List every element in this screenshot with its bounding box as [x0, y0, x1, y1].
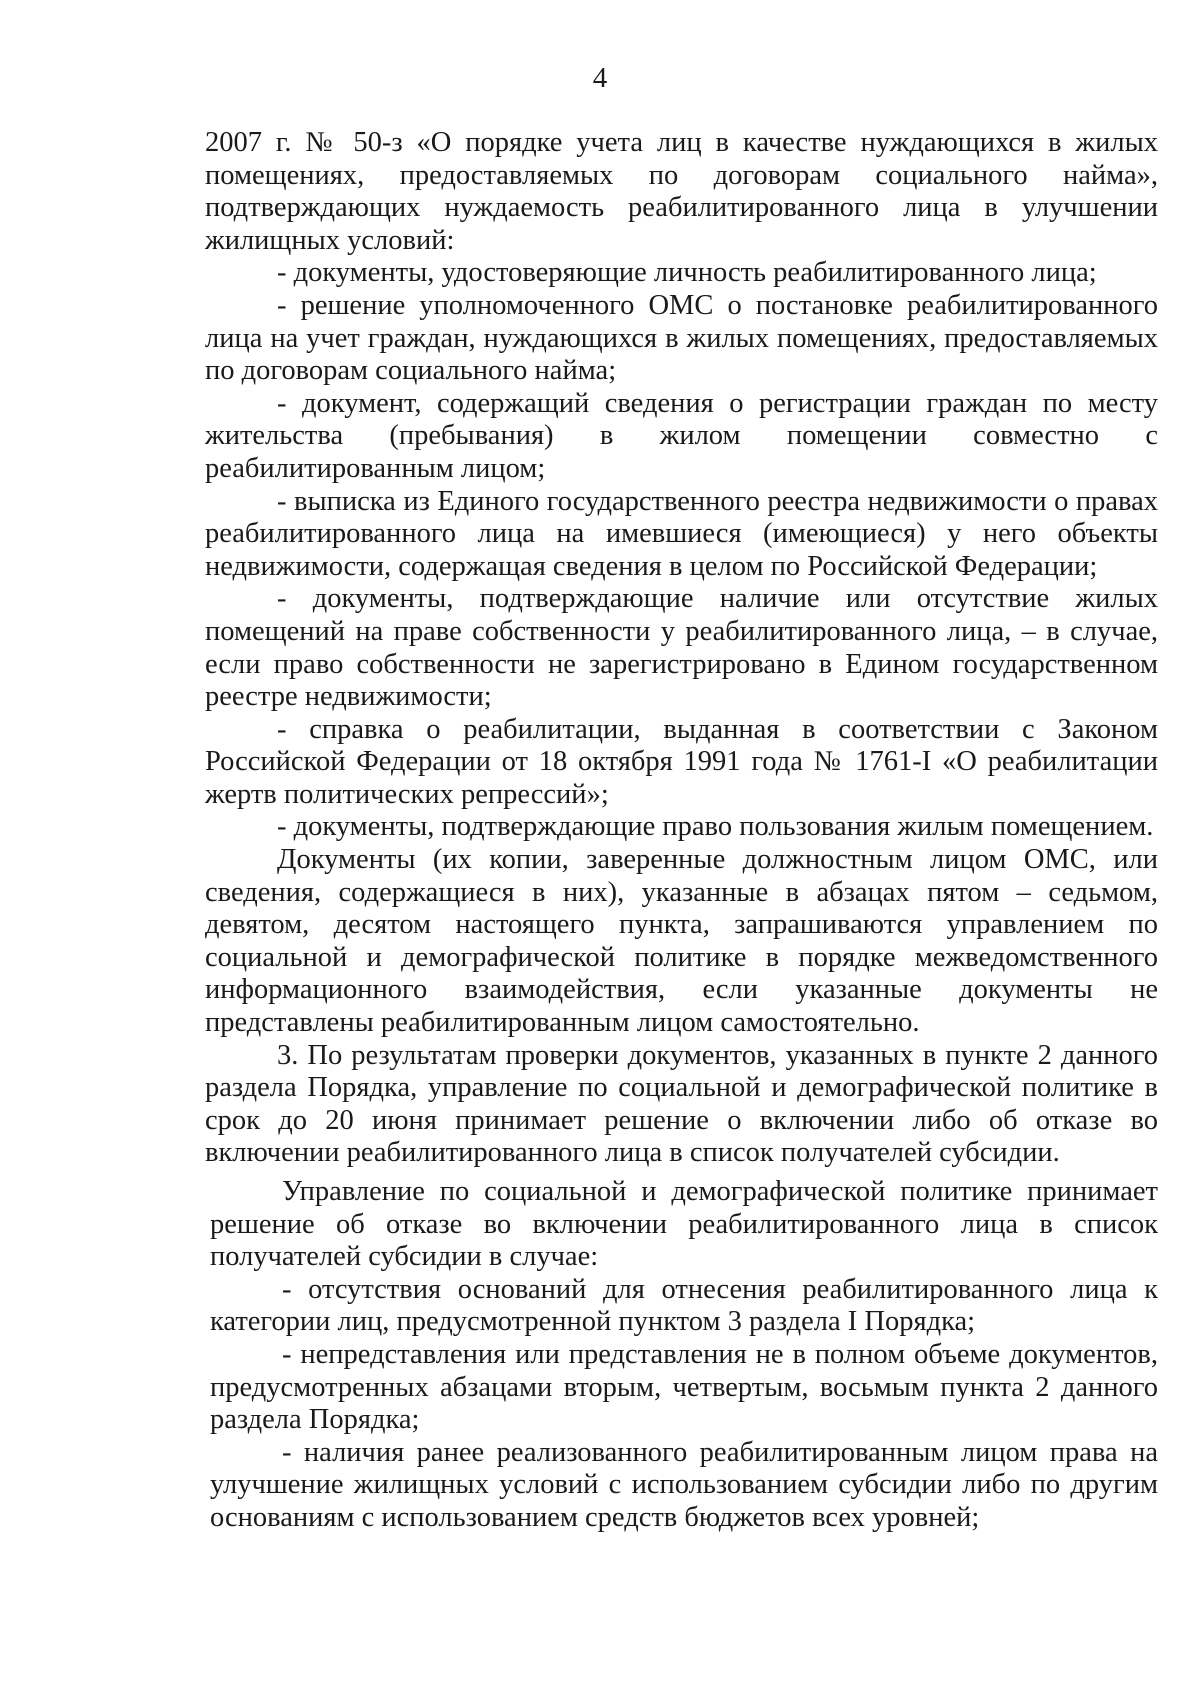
- paragraph-refusal-intro: Управление по социальной и демографической политике принимает решение об отказе во включении реабилитированного лица в список получателей субсидии в случае:: [210, 1176, 1158, 1273]
- list-item-registry-extract: - выписка из Единого государственного реестра недвижимости о правах реабилитированного лица на имевшиеся (имеющиеся) у него объекты недвижимости, содержащая сведения в целом по Российской Федерации;: [205, 485, 1158, 582]
- list-item-rehabilitation-certificate: - справка о реабилитации, выданная в соответствии с Законом Российской Федерации от 18 октября 1991 года № 1761-I «О реабилитации жертв политических репрессий»;: [205, 713, 1158, 810]
- list-item-oms-decision: - решение уполномоченного ОМС о постановке реабилитированного лица на учет граждан, нуждающихся в жилых помещениях, предоставляемых по договорам социального найма;: [205, 289, 1158, 387]
- list-item-refusal-no-grounds: - отсутствия оснований для отнесения реабилитированного лица к категории лиц, предусмотренной пунктом 3 раздела I Порядка;: [210, 1273, 1158, 1338]
- paragraph-interagency-request: Документы (их копии, заверенные должностным лицом ОМС, или сведения, содержащиеся в них), указанные в абзацах пятом – седьмом, девятом, десятом настоящего пункта, запрашиваются управлением по социальной и демографической политике в порядке межведомственного информационного взаимодействия, если указанные документы не представлены реабилитированным лицом самостоятельно.: [205, 844, 1158, 1039]
- list-item-refusal-previously-used: - наличия ранее реализованного реабилитированным лицом права на улучшение жилищных условий с использованием субсидии либо по другим основаниям с использованием средств бюджетов всех уровней;: [210, 1436, 1158, 1533]
- list-item-ownership-documents: - документы, подтверждающие наличие или отсутствие жилых помещений на праве собственности у реабилитированного лица, – в случае, если право собственности не зарегистрировано в Едином государственном реестре недвижимости;: [205, 583, 1158, 713]
- document-body: [205, 127, 1158, 1535]
- list-item-refusal-missing-documents: - непредставления или представления не в полном объеме документов, предусмотренных абзацами вторым, четвертым, восьмым пункта 2 данного раздела Порядка;: [210, 1338, 1158, 1436]
- paragraph-section-3: 3. По результатам проверки документов, указанных в пункте 2 данного раздела Порядка, управление по социальной и демографической политике в срок до 20 июня принимает решение о включении либо об отказе во включении реабилитированного лица в список получателей субсидии.: [205, 1039, 1158, 1169]
- page-number: 4: [592, 62, 608, 94]
- list-item-identity-documents: - документы, удостоверяющие личность реабилитированного лица;: [277, 257, 1097, 289]
- list-item-usage-right-documents: - документы, подтверждающие право пользования жилым помещением.: [277, 811, 1154, 843]
- list-item-registration-document: - документ, содержащий сведения о регистрации граждан по месту жительства (пребывания) в жилом помещении совместно с реабилитированным лицом;: [205, 387, 1158, 484]
- paragraph-continuation: 2007 г. № 50-з «О порядке учета лиц в качестве нуждающихся в жилых помещениях, предоставляемых по договорам социального найма», подтверждающих нуждаемость реабилитированного лица в улучшении жилищных условий:: [205, 127, 1158, 256]
